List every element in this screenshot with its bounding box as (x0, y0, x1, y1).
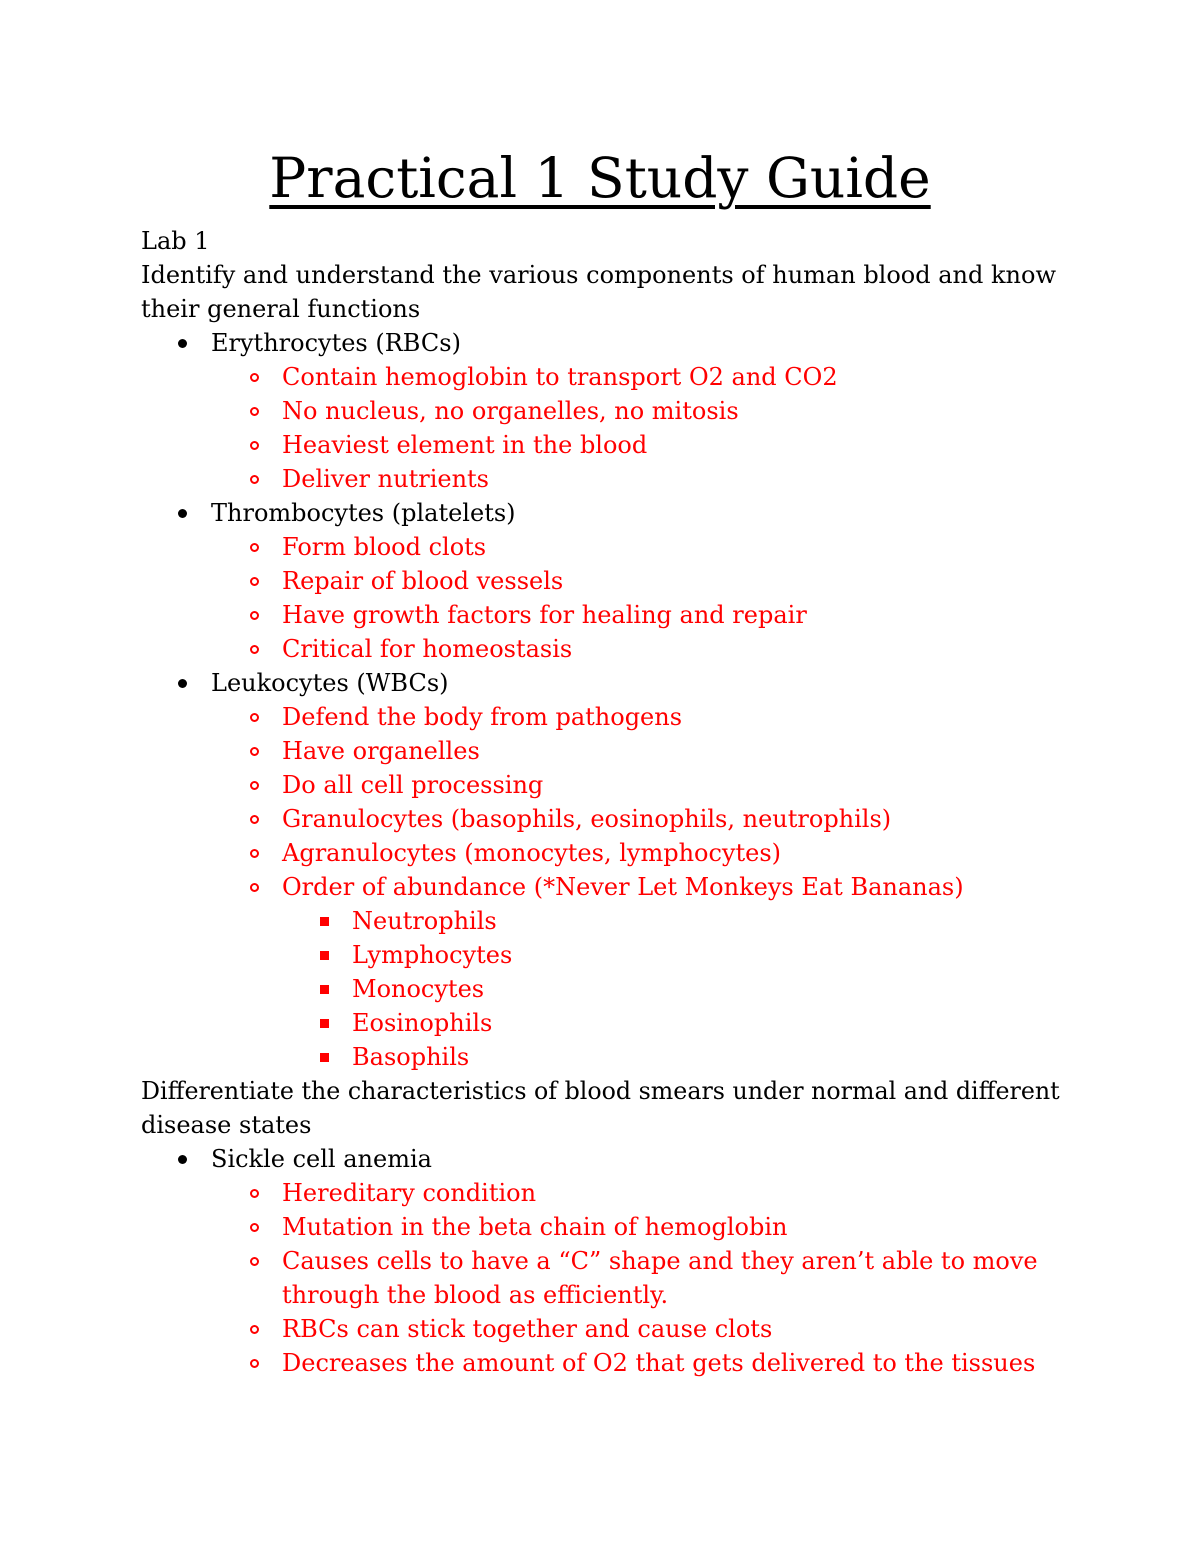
bullet-square-icon (320, 985, 329, 994)
bullet-circle-icon (250, 849, 259, 858)
bullet-circle-icon (250, 475, 259, 484)
list-item: Mutation in the beta chain of hemoglobin (282, 1213, 788, 1241)
bullet-circle-icon (250, 1223, 259, 1232)
bullet-circle-icon (250, 441, 259, 450)
paragraph-line: Differentiate the characteristics of blood smears under normal and different (141, 1077, 1060, 1105)
bullet-circle-icon (250, 883, 259, 892)
list-item: Contain hemoglobin to transport O2 and CO2 (282, 363, 838, 391)
bullet-square-icon (320, 1019, 329, 1028)
bullet-disc-icon (178, 679, 187, 688)
bullet-circle-icon (250, 543, 259, 552)
list-item: Basophils (352, 1043, 470, 1071)
bullet-circle-icon (250, 747, 259, 756)
list-item: Form blood clots (282, 533, 487, 561)
bullet-circle-icon (250, 577, 259, 586)
list-item: Erythrocytes (RBCs) (211, 329, 461, 357)
bullet-circle-icon (250, 1359, 259, 1368)
page-title: Practical 1 Study Guide (269, 146, 931, 210)
list-item: Monocytes (352, 975, 485, 1003)
bullet-circle-icon (250, 1189, 259, 1198)
bullet-circle-icon (250, 781, 259, 790)
bullet-circle-icon (250, 713, 259, 722)
list-item: Hereditary condition (282, 1179, 537, 1207)
bullet-circle-icon (250, 645, 259, 654)
list-item: Deliver nutrients (282, 465, 489, 493)
paragraph-line: Lab 1 (141, 227, 210, 255)
list-item: Have growth factors for healing and repair (282, 601, 807, 629)
bullet-disc-icon (178, 339, 187, 348)
list-item: Eosinophils (352, 1009, 493, 1037)
bullet-square-icon (320, 951, 329, 960)
list-item: Decreases the amount of O2 that gets delivered to the tissues (282, 1349, 1036, 1377)
bullet-circle-icon (250, 815, 259, 824)
bullet-circle-icon (250, 1325, 259, 1334)
bullet-circle-icon (250, 373, 259, 382)
bullet-disc-icon (178, 509, 187, 518)
list-item: Thrombocytes (platelets) (211, 499, 516, 527)
list-item: Leukocytes (WBCs) (211, 669, 449, 697)
paragraph-line: disease states (141, 1111, 312, 1139)
list-item: Repair of blood vessels (282, 567, 564, 595)
bullet-square-icon (320, 917, 329, 926)
list-item: Sickle cell anemia (211, 1145, 432, 1173)
paragraph-line: their general functions (141, 295, 421, 323)
bullet-circle-icon (250, 1257, 259, 1266)
list-item: No nucleus, no organelles, no mitosis (282, 397, 739, 425)
bullet-circle-icon (250, 407, 259, 416)
list-item: Order of abundance (*Never Let Monkeys Eat Bananas) (282, 873, 964, 901)
bullet-circle-icon (250, 611, 259, 620)
bullet-disc-icon (178, 1155, 187, 1164)
list-item: Causes cells to have a “C” shape and they aren’t able to move (282, 1247, 1038, 1275)
list-item: through the blood as efficiently. (282, 1281, 669, 1309)
list-item: Neutrophils (352, 907, 497, 935)
list-item: Lymphocytes (352, 941, 513, 969)
list-item: Have organelles (282, 737, 480, 765)
list-item: Granulocytes (basophils, eosinophils, neutrophils) (282, 805, 892, 833)
bullet-square-icon (320, 1053, 329, 1062)
list-item: Heaviest element in the blood (282, 431, 648, 459)
list-item: Agranulocytes (monocytes, lymphocytes) (282, 839, 781, 867)
paragraph-line: Identify and understand the various components of human blood and know (141, 261, 1056, 289)
list-item: RBCs can stick together and cause clots (282, 1315, 773, 1343)
list-item: Defend the body from pathogens (282, 703, 683, 731)
list-item: Do all cell processing (282, 771, 544, 799)
list-item: Critical for homeostasis (282, 635, 573, 663)
